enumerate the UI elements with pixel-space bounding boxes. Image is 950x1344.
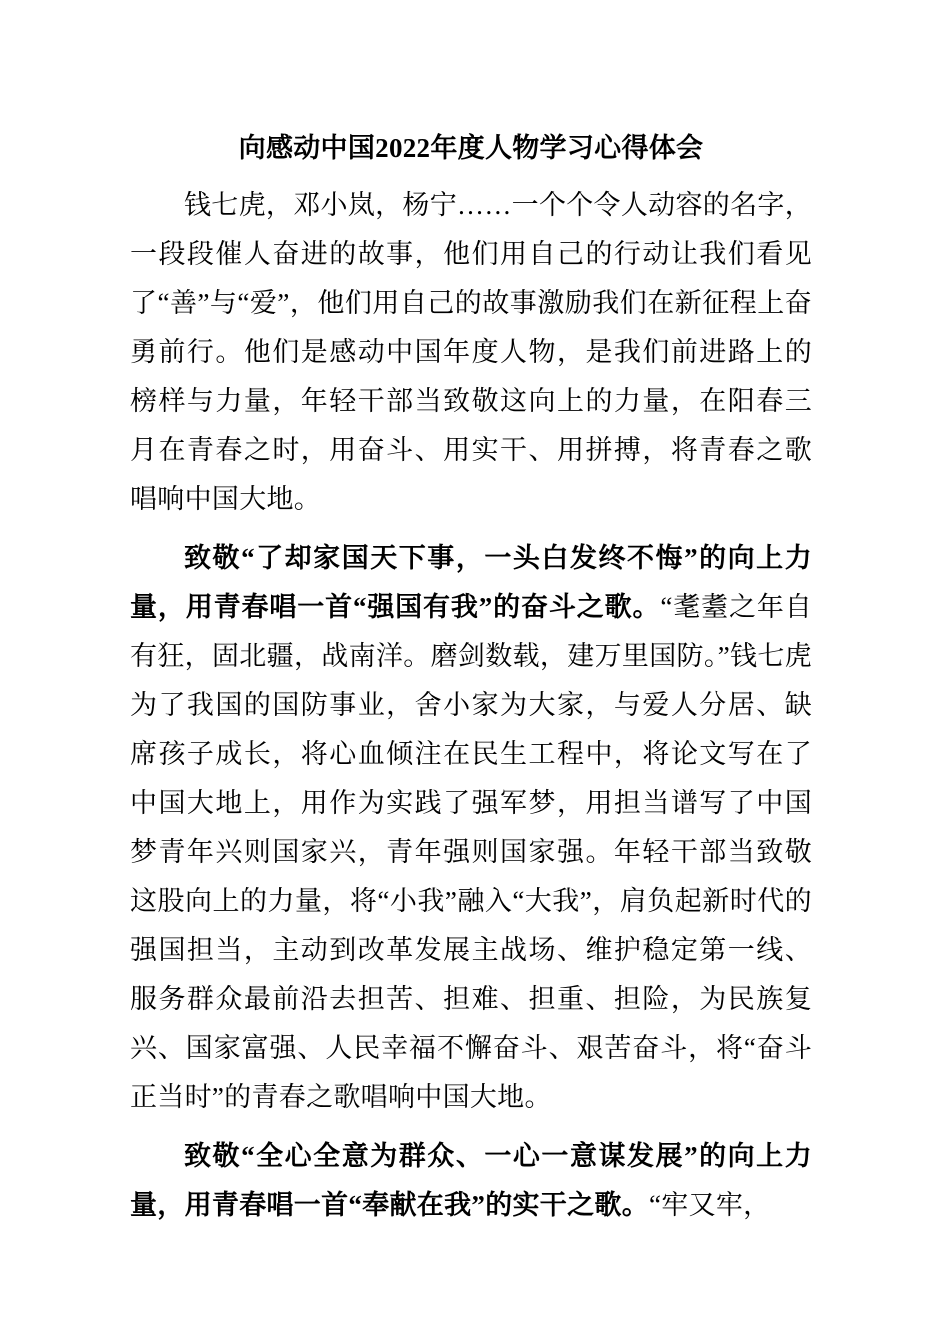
text-segment: 钱七虎，邓小岚，杨宁……一个个令人动容的名字，一段段催人奋进的故事，他们用自己的行动让我们看见了“善”与“爱”，他们用自己的故事激励我们在新征程上奋勇前行。他们是感动中国年度人物，是我们前进路上的榜样与力量，年轻干部当致敬这向上的力量，在阳春三月在青春之时，用奋斗、用实干、用拼搏，将青春之歌唱响中国大地。: [130, 190, 812, 514]
text-segment: “牢又牢，: [649, 1190, 771, 1220]
bold-text-segment: 致敬“全心全意为群众、一心一意谋发展”的向上力量，用青春唱一首“奉献在我”的实干之歌。: [130, 1141, 812, 1220]
paragraph: [130, 1132, 812, 1230]
bold-text-segment: 致敬“了却家国天下事，一头白发终不悔”的向上力量，用青春唱一首“强国有我”的奋斗之歌。: [130, 543, 812, 622]
document-body: [130, 181, 812, 1230]
paragraph: [130, 534, 812, 1122]
paragraph: [130, 181, 812, 524]
text-segment: “耄耋之年自有狂，固北疆，战南洋。磨剑数载，建万里国防。”钱七虎为了我国的国防事业，舍小家为大家，与爱人分居、缺席孩子成长，将心血倾注在民生工程中，将论文写在了中国大地上，用作为实践了强军梦，用担当谱写了中国梦青年兴则国家兴，青年强则国家强。年轻干部当致敬这股向上的力量，将“小我”融入“大我”，肩负起新时代的强国担当，主动到改革发展主战场、维护稳定第一线、服务群众最前沿去担苦、担难、担重、担险，为民族复兴、国家富强、人民幸福不懈奋斗、艰苦奋斗，将“奋斗正当时”的青春之歌唱响中国大地。: [130, 592, 812, 1112]
document-title: 向感动中国2022年度人物学习心得体会: [238, 133, 704, 163]
